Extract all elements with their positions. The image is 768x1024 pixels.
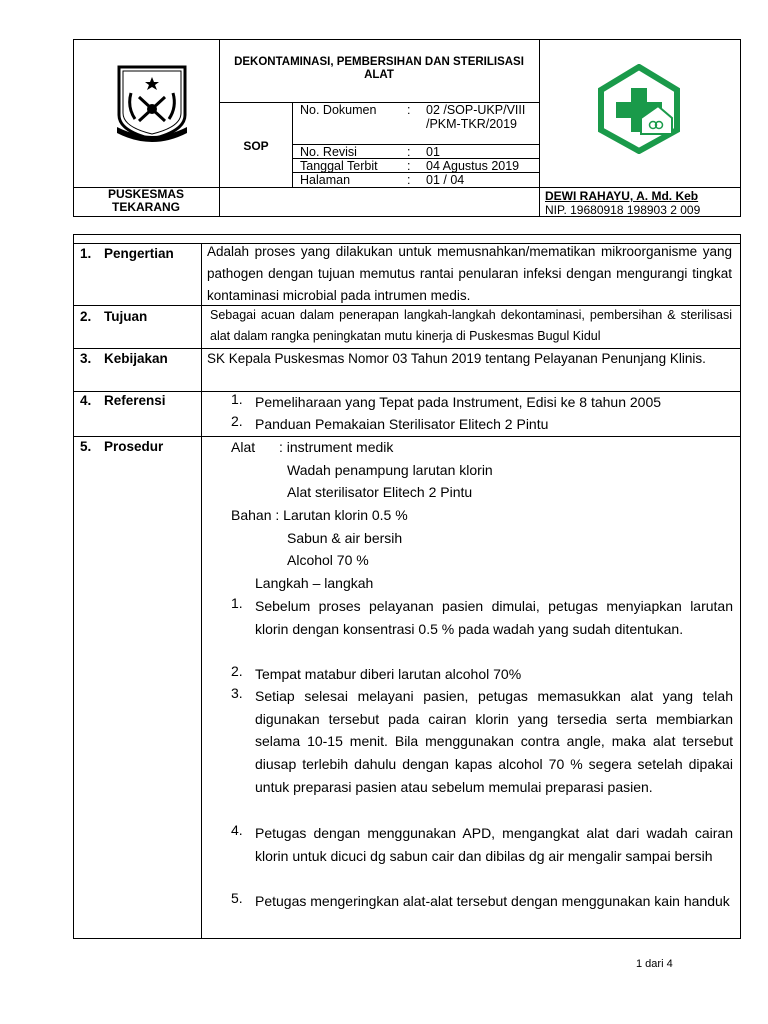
step-num: 1.	[231, 595, 243, 611]
meta-value-tanggal: 04 Agustus 2019	[426, 159, 520, 173]
referensi-num: 2.	[231, 413, 243, 429]
signatory-name: DEWI RAHAYU, A. Md. Keb	[545, 189, 699, 203]
kebijakan-text: SK Kepala Puskesmas Nomor 03 Tahun 2019 tentang Pelayanan Penunjang Klinis.	[207, 351, 706, 366]
section-label-pengertian: 1. Pengertian	[80, 246, 174, 261]
referensi-item: Pemeliharaan yang Tepat pada Instrument, Edisi ke 8 tahun 2005	[255, 394, 662, 410]
section-label-kebijakan: 3. Kebijakan	[80, 351, 168, 366]
meta-label-tanggal: Tanggal Terbit	[300, 159, 378, 173]
alat-first-item: : instrument medik	[279, 439, 394, 455]
signatory-nip: NIP. 19680918 198903 2 009	[545, 203, 701, 217]
step-num: 2.	[231, 663, 243, 679]
bahan-item: Sabun & air bersih	[287, 530, 403, 546]
alat-item: Alat sterilisator Elitech 2 Pintu	[287, 484, 473, 500]
sop-label: SOP	[243, 139, 269, 153]
step-text: Setiap selesai melayani pasien, petugas memasukkan alat yang telah digunakan tersebut pada cairan klorin yang tersedia serta membiarkan selama 10-15 menit. Bila menggunakan contra angle, maka alat tersebut diusap terlebih dahulu dengan kapas alcohol 70 % segera setelah dipakai untuk preparasi pasien atau sebelum memulai preparasi pasien.	[255, 688, 733, 795]
meta-colon: :	[407, 145, 411, 159]
step-text: Sebelum proses pelayanan pasien dimulai, petugas menyiapkan larutan klorin dengan konsentrasi 0.5 % pada wadah yang sudah ditentukan.	[255, 598, 733, 637]
meta-colon: :	[407, 173, 411, 187]
alat-item: Wadah penampung larutan klorin	[287, 462, 493, 478]
meta-label-dokumen: No. Dokumen	[300, 103, 377, 117]
alat-label: Alat	[231, 439, 256, 455]
section-label-tujuan: 2. Tujuan	[80, 309, 148, 324]
section-label-prosedur: 5. Prosedur	[80, 439, 164, 454]
government-emblem	[113, 63, 191, 143]
meta-value-dokumen: 02 /SOP-UKP/VIII /PKM-TKR/2019	[426, 103, 526, 131]
referensi-num: 1.	[231, 391, 243, 407]
meta-colon: :	[407, 159, 411, 173]
section-label-referensi: 4. Referensi	[80, 393, 166, 408]
step-text: Petugas dengan menggunakan APD, mengangkat alat dari wadah cairan klorin untuk dicuci dg sabun cair dan dibilas dg air mengalir sampai bersih	[255, 825, 733, 864]
meta-value-halaman: 01 / 04	[426, 173, 465, 187]
tujuan-text: Sebagai acuan dalam penerapan langkah-langkah dekontaminasi, pembersihan & sterilisasi alat dalam rangka peningkatan mutu kinerja di Puskesmas Bugul Kidul	[210, 308, 732, 343]
bahan-item: Alcohol 70 %	[287, 552, 369, 568]
step-num: 5.	[231, 890, 243, 906]
step-num: 3.	[231, 685, 243, 701]
document-title: DEKONTAMINASI, PEMBERSIHAN DAN STERILISASI ALAT	[234, 56, 524, 81]
meta-colon: :	[407, 103, 411, 117]
meta-label-halaman: Halaman	[300, 173, 351, 187]
org-name: PUSKESMAS TEKARANG	[107, 187, 184, 214]
referensi-item: Panduan Pemakaian Sterilisator Elitech 2 Pintu	[255, 416, 549, 432]
step-text: Petugas mengeringkan alat-alat tersebut dengan menggunakan kain handuk	[255, 893, 730, 909]
meta-label-revisi: No. Revisi	[300, 145, 357, 159]
step-text: Tempat matabur diberi larutan alcohol 70%	[255, 666, 522, 682]
meta-value-revisi: 01	[426, 145, 440, 159]
puskesmas-logo	[596, 64, 682, 154]
step-num: 4.	[231, 822, 243, 838]
pengertian-text: Adalah proses yang dilakukan untuk memusnahkan/mematikan mikroorganisme yang pathogen dengan tujuan memutus rantai penularan infeksi dengan mengurangi tingkat kontaminasi microbial pada intrumen medis.	[207, 244, 732, 303]
bahan-label: Bahan : Larutan klorin 0.5 %	[231, 507, 408, 523]
langkah-label: Langkah – langkah	[255, 575, 374, 591]
page-number: 1 dari 4	[636, 958, 673, 970]
